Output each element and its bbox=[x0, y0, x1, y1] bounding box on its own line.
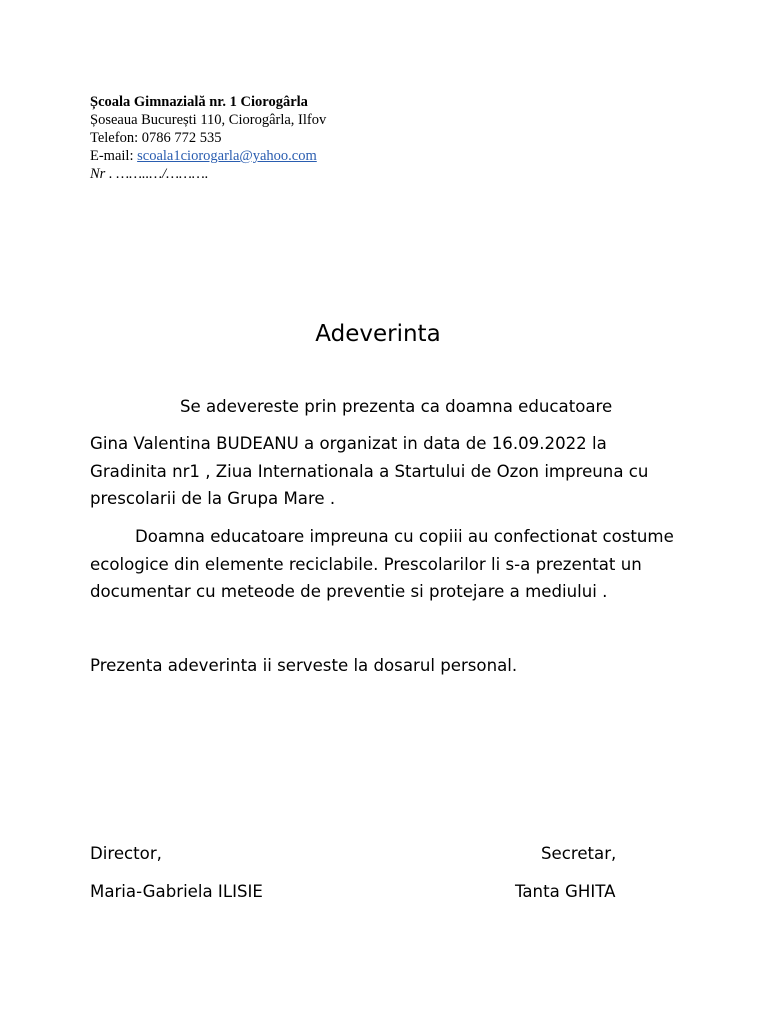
paragraph-2-line: documentar cu meteode de preventie si protejare a mediului . bbox=[90, 582, 608, 601]
intro-line: Se adevereste prin prezenta ca doamna educatoare bbox=[180, 397, 613, 416]
director-name: Maria-Gabriela ILISIE bbox=[90, 882, 263, 901]
email-link[interactable]: scoala1ciorogarla@yahoo.com bbox=[137, 148, 317, 164]
secretary-name: Tanta GHITA bbox=[515, 882, 616, 901]
paragraph-1-line: Gina Valentina BUDEANU a organizat in data de 16.09.2022 la bbox=[90, 434, 607, 453]
document-title: Adeverinta bbox=[315, 321, 441, 347]
registration-number: Nr . ……..…/………. bbox=[90, 166, 209, 182]
school-address: Șoseaua București 110, Ciorogârla, Ilfov bbox=[90, 112, 327, 128]
school-phone: Telefon: 0786 772 535 bbox=[90, 130, 222, 146]
director-role: Director, bbox=[90, 844, 162, 863]
paragraph-1-line: prescolarii de la Grupa Mare . bbox=[90, 489, 336, 508]
email-label: E-mail: bbox=[90, 148, 138, 164]
paragraph-3: Prezenta adeverinta ii serveste la dosarul personal. bbox=[90, 656, 518, 675]
paragraph-2-line: ecologice din elemente reciclabile. Prescolarilor li s-a prezentat un bbox=[90, 554, 642, 574]
paragraph-1 bbox=[90, 430, 690, 513]
school-email-line bbox=[90, 147, 326, 165]
paragraph-2 bbox=[90, 523, 690, 606]
paragraph-2-line: Doamna educatoare impreuna cu copiii au confectionat costume bbox=[135, 527, 674, 546]
school-name: Școala Gimnazială nr. 1 Ciorogârla bbox=[90, 94, 308, 110]
paragraph-1-line: Gradinita nr1 , Ziua Internationala a Startului de Ozon impreuna cu bbox=[90, 461, 649, 481]
letterhead bbox=[90, 93, 326, 183]
secretary-role: Secretar, bbox=[541, 844, 617, 863]
